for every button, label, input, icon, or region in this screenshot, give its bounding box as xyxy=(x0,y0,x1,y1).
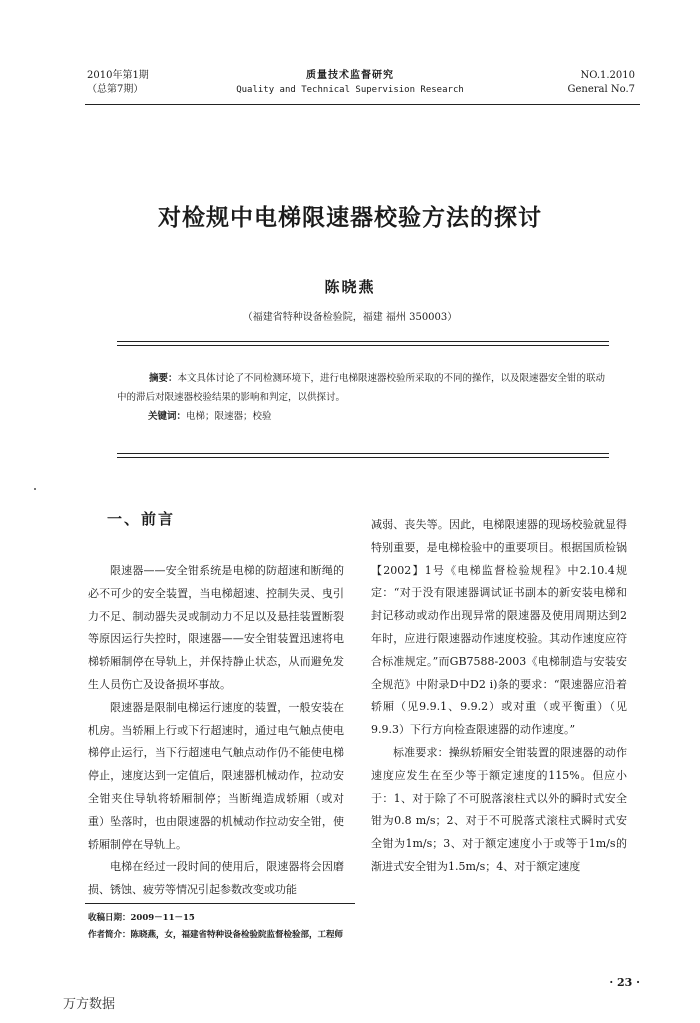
abstract-rule-bottom-1 xyxy=(117,453,609,454)
paragraph: 限速器是限制电梯运行速度的装置，一般安装在机房。当轿厢上行或下行超速时，通过电气触点使电梯停止运行，当下行超速电气触点动作仍不能使电梯停止，速度达到一定值后，限速器机械动作，拉动安全钳夹住导轨将轿厢制停；当断绳造成轿厢（或对重）坠落时，也由限速器的机械动作拉动安全钳，使轿厢制停在导轨上。 xyxy=(88,700,344,851)
page-number: · 23 · xyxy=(609,976,640,989)
issue-year: 2010年第1期 xyxy=(87,70,149,81)
paragraph: 减弱、丧失等。因此，电梯限速器的现场校验就显得特别重要，是电梯检验中的重要项目。根据国质检锅【2002】1号《电梯监督检验规程》中2.10.4规定：“对于没有限速器调试证书副本的新安装电梯和封记移动或动作出现异常的限速器及使用周期达到2年时，应进行限速器动作速度校验。其动作速度应符合标准规定。”而GB7588-2003《电梯制造与安装安全规范》中附录D中D2 i)条的要求：“限速器应沿着轿厢（见9.9.1、9.9.2）或对重（或平衡重）（见9.9.3）下行方向检查限速器的动作速度。” xyxy=(371,518,627,737)
abstract xyxy=(117,369,609,407)
keywords-label: 关键词： xyxy=(148,411,187,422)
keywords-text: 电梯；限速器；校验 xyxy=(186,411,272,422)
keywords xyxy=(148,408,272,422)
issue-total: （总第7期） xyxy=(87,84,144,95)
journal-number xyxy=(567,69,635,97)
paragraph: 标准要求：操纵轿厢安全钳装置的限速器的动作速度应发生在至少等于额定速度的115%。但应小于：1、对于除了不可脱落滚柱式以外的瞬时式安全钳为0.8 m/s；2、对于不可脱落式滚柱式瞬时式安全钳为1m/s；3、对于额定速度小于或等于1m/s的渐进式安全钳为1.5m/s；4、对于额定速度 xyxy=(371,745,627,873)
received-date: 收稿日期：2009－11－15 xyxy=(88,913,195,923)
journal-name-cn: 质量技术监督研究 xyxy=(306,70,394,81)
scan-speck xyxy=(34,488,36,490)
right-column xyxy=(371,514,627,879)
section-heading: 一、前言 xyxy=(107,510,176,528)
paragraph: 限速器——安全钳系统是电梯的防超速和断绳的必不可少的安全装置，当电梯超速、控制失灵、曳引力不足、制动器失灵或制动力不足以及悬挂装置断裂等原因运行失控时，限速器——安全钳装置迅速将电梯轿厢制停在导轨上，并保持静止状态，从而避免发生人员伤亡及设备损坏事故。 xyxy=(88,564,344,691)
abstract-text: 本文具体讨论了不同检测环境下，进行电梯限速器校验所采取的不同的操作，以及限速器安全钳的联动中的滞后对限速器校验结果的影响和判定，以供探讨。 xyxy=(117,373,606,403)
header-rule xyxy=(85,104,640,105)
abstract-rule-top-2 xyxy=(117,345,609,346)
abstract-label: 摘要： xyxy=(149,373,178,384)
journal-name-en: Quality and Technical Supervision Research xyxy=(236,85,464,95)
source-watermark: 万方数据 xyxy=(63,997,116,1012)
footnote-rule xyxy=(85,903,355,904)
article-title: 对检规中电梯限速器校验方法的探讨 xyxy=(158,204,542,231)
issue-number: NO.1.2010 xyxy=(580,70,635,81)
abstract-rule-bottom-2 xyxy=(117,457,609,458)
article-author: 陈晓燕 xyxy=(324,278,376,296)
author-bio: 作者简介：陈晓燕，女，福建省特种设备检验院监督检验部，工程师 xyxy=(88,930,344,940)
author-affiliation: （福建省特种设备检验院，福建 福州 350003） xyxy=(242,312,458,323)
general-number: General No.7 xyxy=(567,84,635,95)
left-column xyxy=(88,560,344,902)
abstract-rule-top-1 xyxy=(117,341,609,342)
paragraph: 电梯在经过一段时间的使用后，限速器将会因磨损、锈蚀、疲劳等情况引起参数改变或功能 xyxy=(88,860,344,897)
